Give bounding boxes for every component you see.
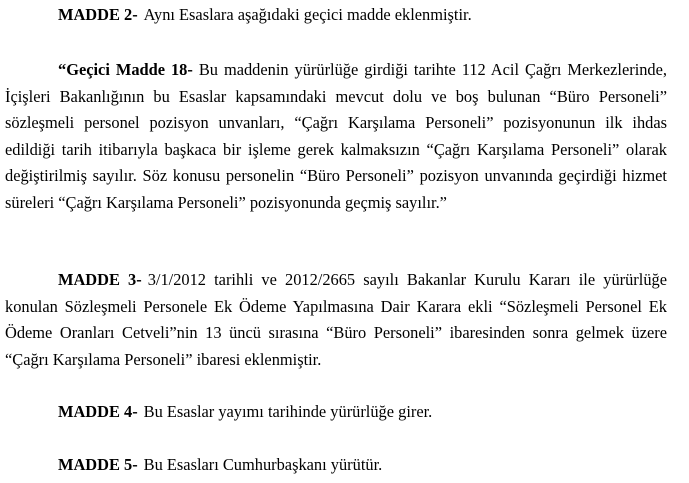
article-3-text: 3/1/2012 tarihli ve 2012/2665 sayılı Bakanlar Kurulu Kararı ile yürürlüğe konulan Sözleşmeli Personele Ek Ödeme Yapılmasına Dair Karara ekli “Sözleşmeli Personel Ek Ödeme Oranları Cetveli”nin 13 üncü sırasına “Büro Personeli” ibaresinden sonra gelmek üzere “Çağrı Karşılama Personeli” ibaresi eklenmiştir. (5, 270, 667, 369)
provisional-article-18-text: Bu maddenin yürürlüğe girdiği tarihte 112 Acil Çağrı Merkezlerinde, İçişleri Bakanlığının bu Esaslar kapsamındaki mevcut dolu ve boş bulunan “Büro Personeli” sözleşmeli personel pozisyon unvanları, “Çağrı Karşılama Personeli” pozisyonunun ilk ihdas edildiği tarih itibarıyla başkaca bir işleme gerek kalmaksızın “Çağrı Karşılama Personeli” olarak değiştirilmiş sayılır. Söz konusu personelin “Büro Personeli” pozisyon unvanında geçirdiği hizmet süreleri “Çağrı Karşılama Personeli” pozisyonunda geçmiş sayılır.” (5, 60, 668, 212)
article-5-heading: MADDE 5- (58, 455, 138, 474)
article-2 (5, 2, 667, 29)
provisional-article-18-heading: “Geçici Madde 18- (58, 60, 193, 79)
provisional-article-18 (5, 57, 667, 217)
article-5 (5, 452, 667, 479)
article-2-heading: MADDE 2- (58, 5, 138, 24)
article-4-heading: MADDE 4- (58, 402, 138, 421)
article-4-text: Bu Esaslar yayımı tarihinde yürürlüğe girer. (143, 402, 433, 421)
article-4 (5, 399, 667, 426)
article-2-text: Aynı Esaslara aşağıdaki geçici madde eklenmiştir. (143, 5, 472, 24)
article-3-heading: MADDE 3- (58, 270, 142, 289)
article-3 (5, 267, 667, 373)
article-5-text: Bu Esasları Cumhurbaşkanı yürütür. (143, 455, 383, 474)
